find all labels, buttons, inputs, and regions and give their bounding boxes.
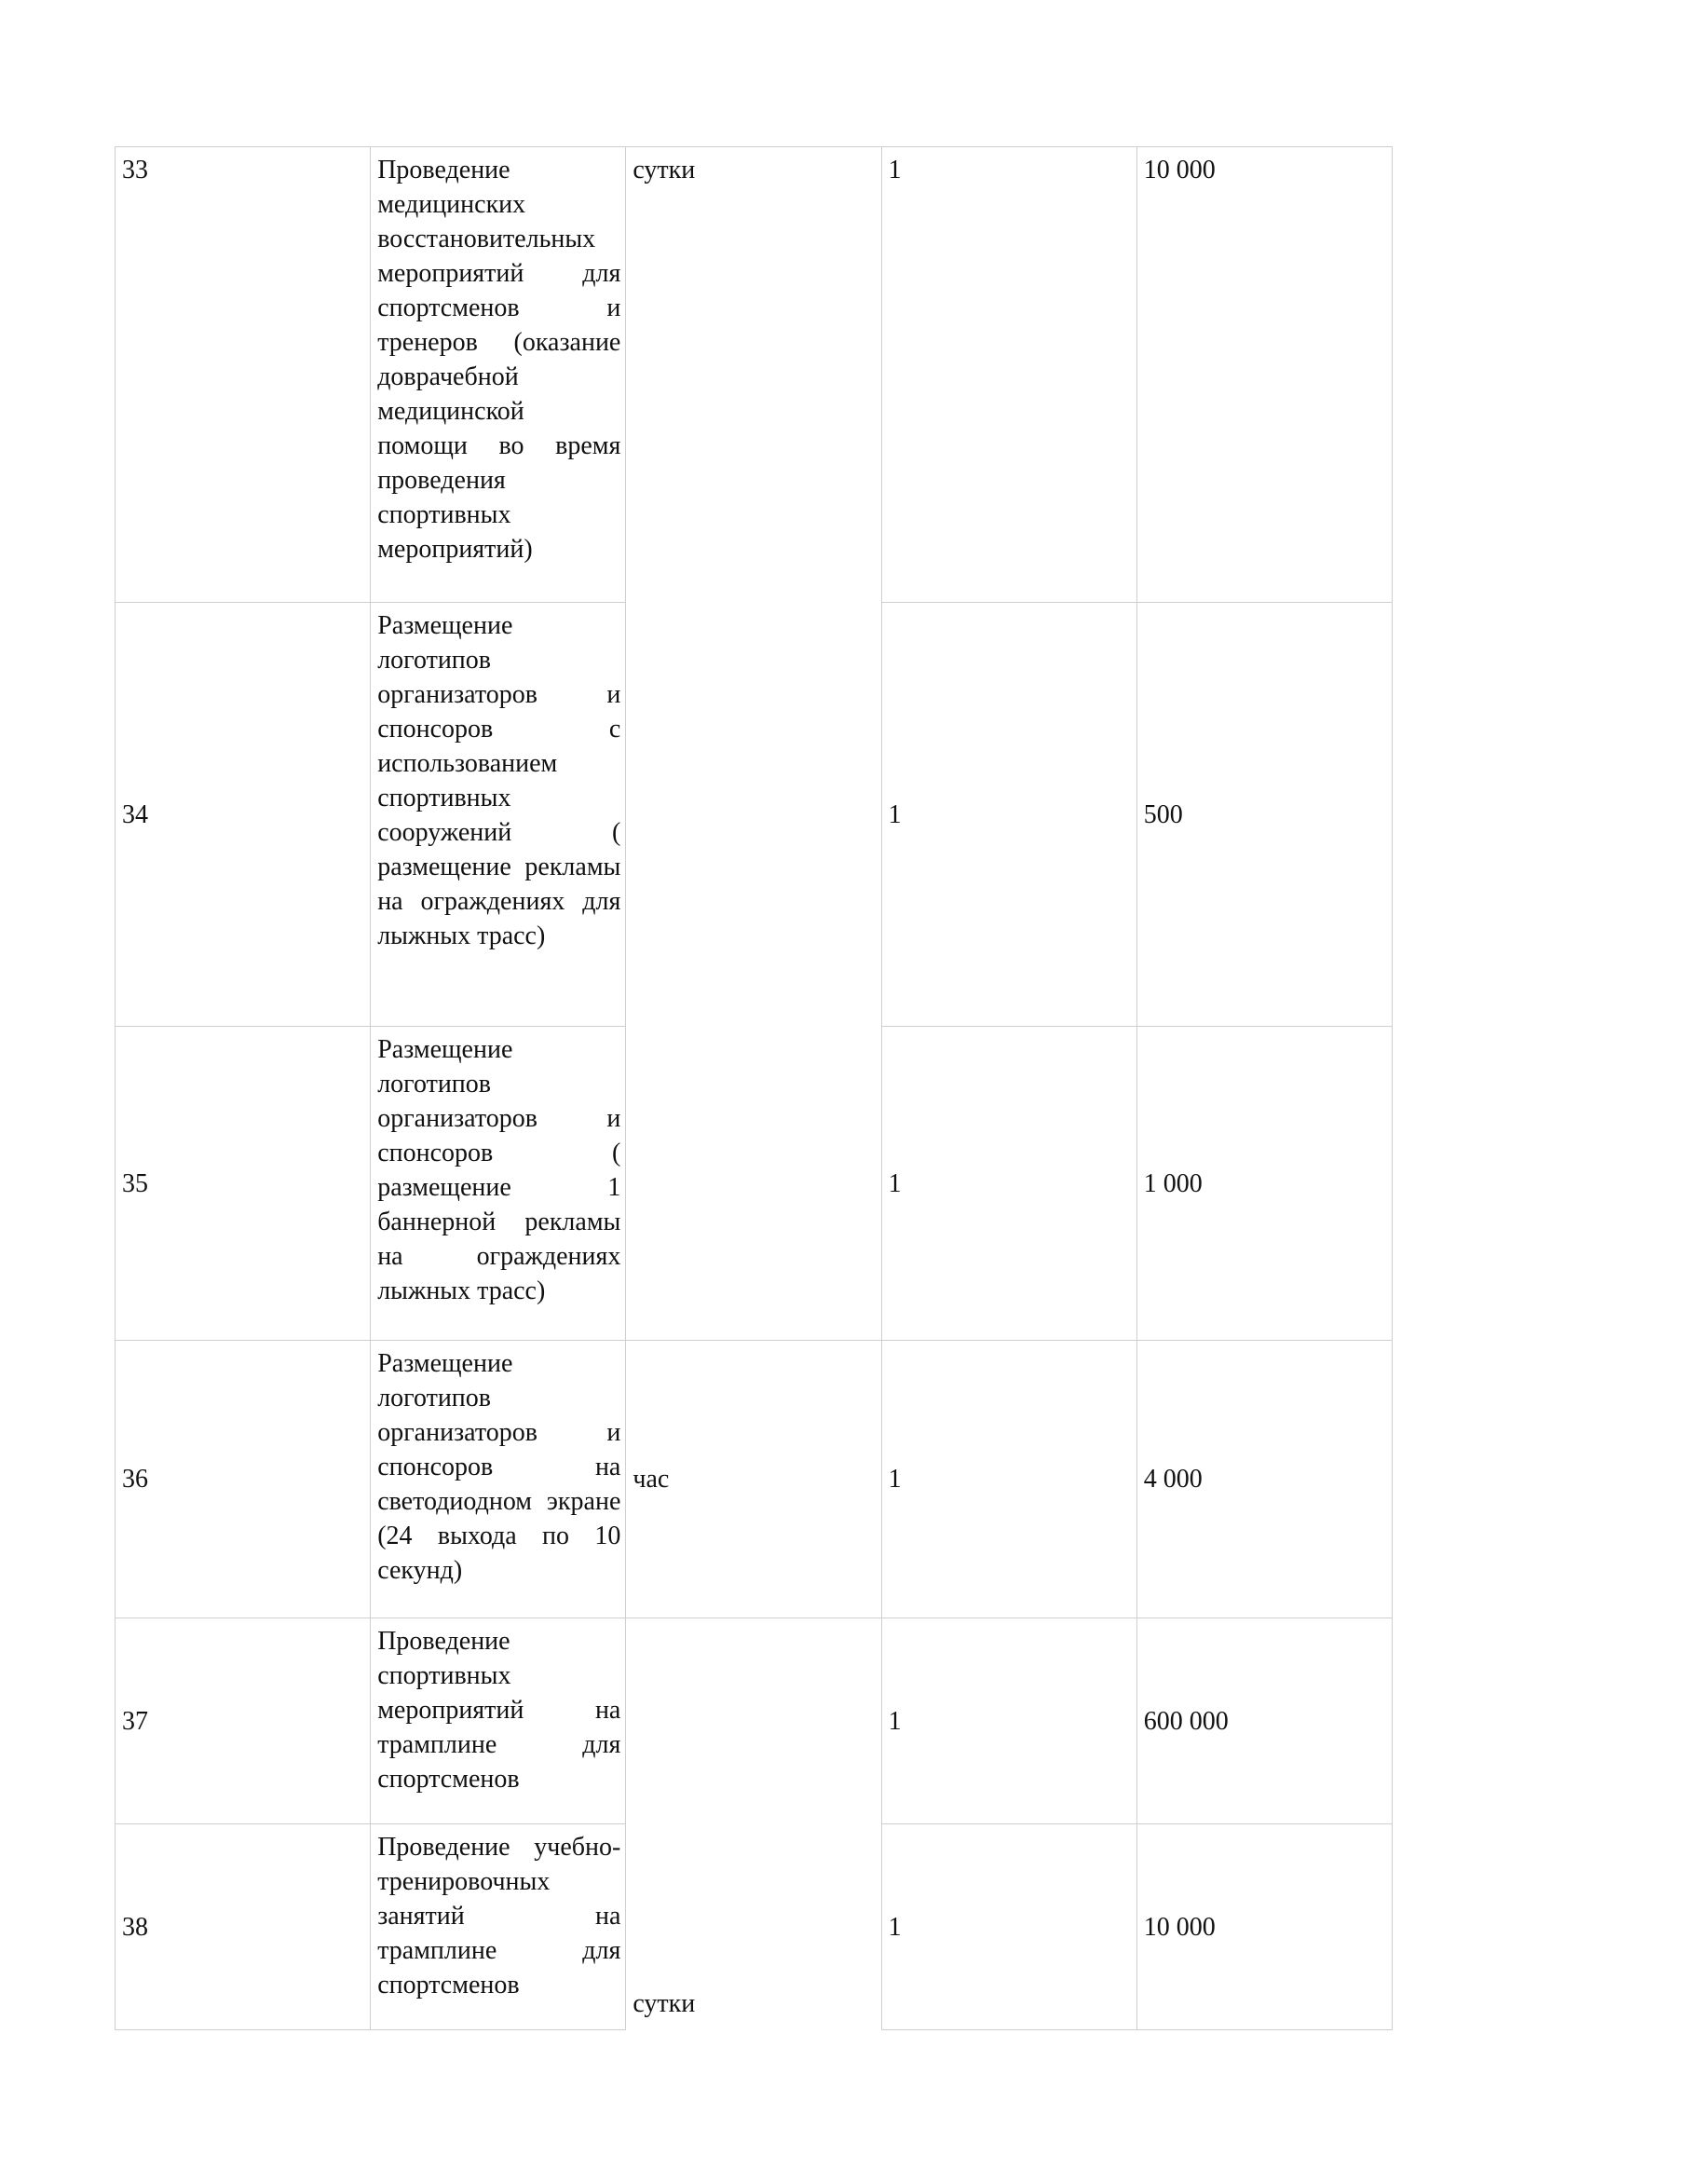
unit-cell: час [626, 1341, 881, 1618]
quantity-cell: 1 [881, 1027, 1136, 1341]
quantity-cell: 1 [881, 147, 1136, 603]
price-cell: 4 000 [1136, 1341, 1392, 1618]
service-description-text: Размещение логотипов организаторов и спонсоров на светодиодном экране (24 выхода по 10 секунд) [377, 1349, 621, 1585]
row-number: 38 [116, 1824, 371, 2030]
service-description-text: Проведение учебно-тренировочных занятий на трамплине для спортсменов [377, 1833, 621, 2000]
service-description [371, 1341, 626, 1618]
row-number: 34 [116, 603, 371, 1027]
price-table [115, 146, 1393, 2030]
row-number: 36 [116, 1341, 371, 1618]
price-cell: 1 000 [1136, 1027, 1392, 1341]
price-cell: 10 000 [1136, 147, 1392, 603]
unit-cell: сутки [626, 147, 881, 1341]
service-description-text: Проведение спортивных мероприятий на трамплине для спортсменов [377, 1627, 621, 1794]
price-cell: 10 000 [1136, 1824, 1392, 2030]
service-description [371, 603, 626, 1027]
table-row [116, 1341, 1393, 1618]
service-description-text: Проведение медицинских восстановительных мероприятий для спортсменов и тренеров (оказание доврачебной медицинской помощи во время проведения спортивных мероприятий) [377, 156, 621, 564]
row-number: 35 [116, 1027, 371, 1341]
price-cell: 500 [1136, 603, 1392, 1027]
price-cell: 600 000 [1136, 1618, 1392, 1824]
quantity-cell: 1 [881, 603, 1136, 1027]
service-description [371, 1027, 626, 1341]
unit-cell: сутки [626, 1618, 881, 2030]
row-number: 33 [116, 147, 371, 603]
service-description [371, 1618, 626, 1824]
table-row [116, 147, 1393, 603]
service-description-text: Размещение логотипов организаторов и спонсоров с использованием спортивных сооружений ( размещение рекламы на ограждениях для лыжных трасс) [377, 611, 621, 950]
service-description-text: Размещение логотипов организаторов и спонсоров ( размещение 1 баннерной рекламы на ограждениях лыжных трасс) [377, 1035, 621, 1305]
quantity-cell: 1 [881, 1341, 1136, 1618]
table-row [116, 1618, 1393, 1824]
service-description [371, 147, 626, 603]
service-description [371, 1824, 626, 2030]
quantity-cell: 1 [881, 1618, 1136, 1824]
row-number: 37 [116, 1618, 371, 1824]
quantity-cell: 1 [881, 1824, 1136, 2030]
